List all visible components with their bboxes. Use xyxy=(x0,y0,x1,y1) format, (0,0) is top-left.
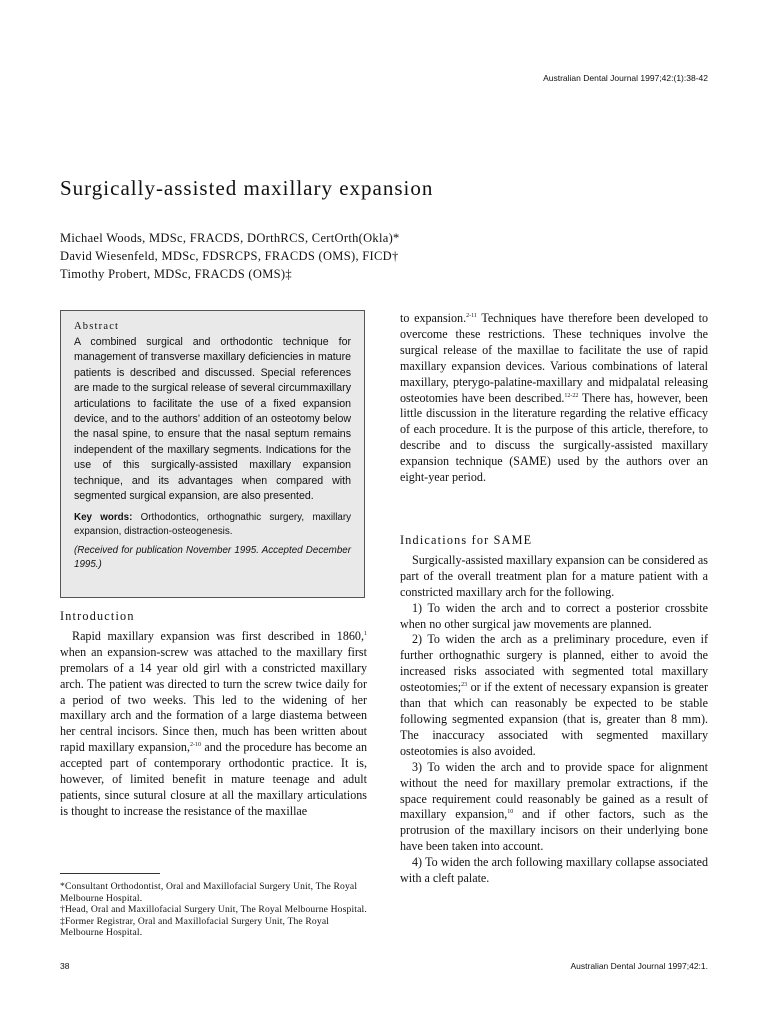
footnote: ‡Former Registrar, Oral and Maxillofacial Surgery Unit, The Royal Melbourne Hospital. xyxy=(60,915,330,939)
author-line: Timothy Probert, MDSc, FRACDS (OMS)‡ xyxy=(60,267,292,281)
citation-ref: 1 xyxy=(364,630,367,637)
indication-item-2: 2) To widen the arch as a preliminary procedure, even if further orthognathic surgery is planned, either to avoid the increased risks associated with segmented total maxillary osteotomies;$^{23}$ or if the extent of necessary expansion is greater than that which can reasonably be expected to be stable following segmented expansion (that is, greater than 8 mm). The inaccuracy associated with segmented maxillary osteotomies is also avoided. xyxy=(400,632,708,758)
author-list xyxy=(60,229,400,283)
page-number: 38 xyxy=(60,961,70,971)
indications-intro: Surgically-assisted maxillary expansion can be considered as part of the overall treatment plan for a mature patient with a constricted maxillary arch for the following. xyxy=(400,552,708,599)
running-header-journal-ref: Australian Dental Journal 1997;42:(1):38-42 xyxy=(543,73,708,83)
abstract-text: A combined surgical and orthodontic technique for management of transverse maxillary deficiencies in mature patients is described and discussed. Special references are made to the surgical release of several circummaxillary articulations to facilitate the use of a fixed expansion device, and to the authors’ addition of an osteotomy below the nasal spine, to ensure that the nasal septum remains independent of the maxillary segments. Indications for the use of this surgically-assisted maxillary expansion technique, and its advantages when compared with segmented surgical expansion, are also presented. xyxy=(74,336,351,503)
indication-item-4: 4) To widen the arch following maxillary collapse associated with a cleft palate. xyxy=(400,855,708,886)
indication-item-1: 1) To widen the arch and to correct a posterior crossbite when no other surgical jaw movements are planned. xyxy=(400,600,708,631)
article-title: Surgically-assisted maxillary expansion xyxy=(60,176,434,200)
footnote: †Head, Oral and Maxillofacial Surgery Unit, The Royal Melbourne Hospital. xyxy=(60,904,367,916)
citation-ref: 10 xyxy=(507,809,514,816)
right-column-continuation xyxy=(400,311,708,486)
abstract-keywords xyxy=(74,511,351,539)
keywords-label: Key words: xyxy=(74,512,133,524)
footnote-divider xyxy=(60,873,160,874)
abstract-body xyxy=(74,335,351,572)
citation-ref: 2-11 xyxy=(466,313,477,319)
running-footer-journal-ref: Australian Dental Journal 1997;42:1. xyxy=(570,961,708,971)
continuation-paragraph: to expansion.$^{2-11}$ Techniques have therefore been developed to overcome these restrictions. These techniques involve the surgical release of the maxillae to facilitate the use of rapid maxillary expansion devices. Various combinations of lateral maxillary, pterygo-palatine-maxillary and midpalatal releasing osteotomies have been described.$^{12-22}$ There has, however, been little discussion in the literature regarding the relative efficacy of each procedure. It is the purpose of this article, therefore, to describe and to discuss the surgically-assisted maxillary expansion technique (SAME) used by the authors over an eight-year period. xyxy=(400,311,708,485)
indications-section xyxy=(400,533,708,887)
citation-ref: 2-10 xyxy=(190,742,202,749)
footnote: *Consultant Orthodontist, Oral and Maxillofacial Surgery Unit, The Royal Melbourne Hospital. xyxy=(60,881,358,904)
keywords-text: Orthodontics, orthognathic surgery, maxillary expansion, distraction-osteogenesis. xyxy=(74,512,351,538)
introduction-paragraph: Rapid maxillary expansion was first described in 1860,$^1$ when an expansion-screw was attached to the maxillary first premolars of a 14 year old girl with a constricted maxillary arch. The patient was directed to turn the screw twice daily for a period of two weeks. This led to the widening of her maxillary arch and the formation of a large diastema between her central incisors. Since then, much has been written about rapid maxillary expansion,$^{2-10}$ and the procedure has become an accepted part of contemporary orthodontic practice. It is, however, of limited benefit in mature teenage and adult patients, since sutural closure at all the maxillary articulations is thought to increase the resistance of the maxillae xyxy=(60,628,367,818)
author-line: Michael Woods, MDSc, FRACDS, DOrthRCS, CertOrth(Okla)* xyxy=(60,231,400,245)
indication-item-3: 3) To widen the arch and to provide space for alignment without the need for maxillary premolar extractions, if the space requirement could reasonably be gained as a result of maxillary expansion,$^{10}$ and if other factors, such as the protrusion of the maxillary incisors on their underlying bone have been taken into account. xyxy=(400,759,708,854)
abstract-box xyxy=(60,310,365,598)
indications-heading: Indications for SAME xyxy=(400,533,533,547)
author-line: David Wiesenfeld, MDSc, FDSRCPS, FRACDS (OMS), FICD† xyxy=(60,249,399,263)
abstract-heading: Abstract xyxy=(74,321,120,332)
footnotes xyxy=(60,881,370,939)
citation-ref: 23 xyxy=(461,682,468,689)
introduction-heading: Introduction xyxy=(60,609,135,623)
introduction-section xyxy=(60,609,367,820)
received-note: (Received for publication November 1995. Accepted December 1995.) xyxy=(74,545,351,571)
citation-ref: 12-22 xyxy=(564,392,579,399)
